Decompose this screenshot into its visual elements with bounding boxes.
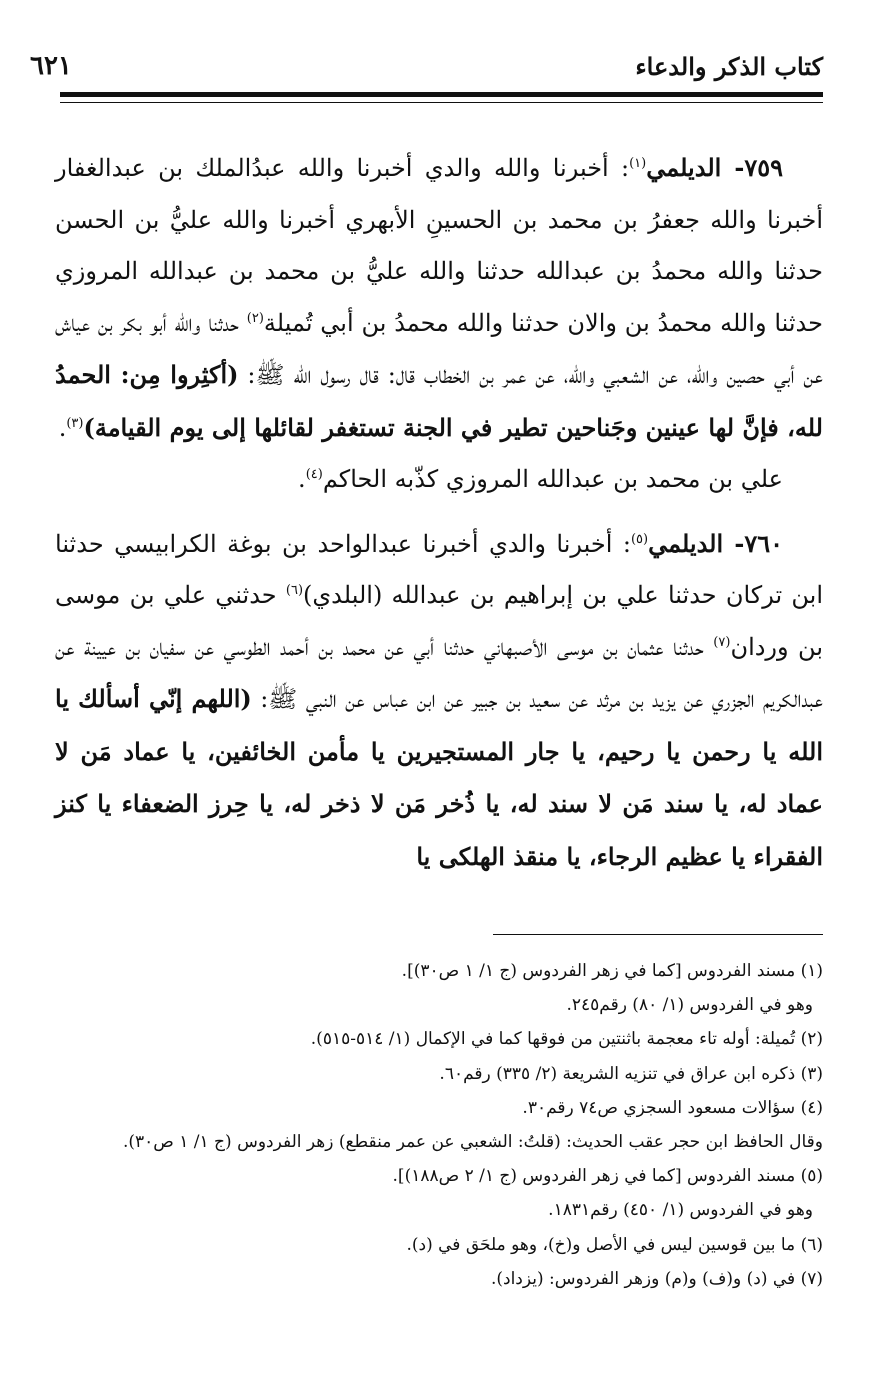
footnote-item: (٥) مسند الفردوس [كما في زهر الفردوس (ج ١/ ٢ ص١٨٨)]. <box>392 1166 823 1187</box>
hadith-759 <box>55 142 823 454</box>
isnad-text: حدثنا والله أبو بكر بن عياش عن أبي حصين والله، عن الشعبي والله، عن عمر بن الخطاب قال: قال رسول الله ﷺ: <box>55 308 823 389</box>
footnote-item: (١) مسند الفردوس [كما في زهر الفردوس (ج ١/ ١ ص٣٠)]. <box>401 961 823 981</box>
footnote-item: وهو في الفردوس (١/ ٨٠) رقم٢٤٥. <box>566 995 813 1016</box>
isnad-text: : أخبرنا والله والدي أخبرنا والله عبدُالملك بن عبدالغفار أخبرنا والله جعفرُ بن محمد بن الحسينِ الأبهري أخبرنا والله عليُّ بن الحسن حدثنا والله محمدُ بن عبدالله حدثنا والله عليُّ بن محمد بن عبدالله المروزي حدثنا والله محمدُ بن والان حدثنا والله محمدُ بن أبي تُميلة <box>55 154 823 337</box>
running-header <box>30 46 823 86</box>
footnote-marker: (٦) <box>285 583 304 598</box>
footnote-marker: (١) <box>629 156 647 171</box>
hadith-759-note <box>55 454 823 506</box>
footnote-item: (٦) ما بين قوسين ليس في الأصل و(خ)، وهو ملحَق في (د). <box>406 1234 823 1255</box>
header-rule-thick <box>60 92 823 97</box>
footnote-marker: (٢) <box>246 310 264 326</box>
footnotes <box>55 954 823 1296</box>
running-title: كتاب الذكر والدعاء <box>635 51 823 81</box>
hadith-source: الديلمي <box>646 153 722 182</box>
footnote-item: (٤) سؤالات مسعود السجزي ص٧٤ رقم٣٠. <box>522 1097 823 1118</box>
isnad-text: حدثنا عثمان بن موسى الأصبهاني حدثنا أبي عن محمد بن أحمد الطوسي عن سفيان بن عيينة عن عبدالكريم الجزري عن يزيد بن مرثد عن سعيد بن جبير عن ابن عباس عن النبي ﷺ: <box>55 632 823 713</box>
hadith-matn: (اللهم إنّي أسألك يا الله يا رحمن يا رحيم، يا جار المستجيرين يا مأمن الخائفين، يا عماد مَن لا عماد له، يا سند مَن لا سند له، يا ذُخر مَن لا ذخر له، يا حِرز الضعفاء يا كنز الفقراء يا عظيم الرجاء، يا منقذ الهلكى يا <box>55 684 823 871</box>
footnote-item: (٣) ذكره ابن عراق في تنزيه الشريعة (٢/ ٣٣٥) رقم٦٠. <box>439 1063 823 1084</box>
footnote-item: (٢) تُميلة: أوله تاء معجمة باثنتين من فوقها كما في الإكمال (١/ ٥١٤-٥١٥). <box>310 1029 823 1050</box>
hadith-number: ٧٥٩- <box>721 153 783 182</box>
footnote-item: (٧) في (د) و(ف) و(م) وزهر الفردوس: (يزداد). <box>490 1268 823 1289</box>
page-number: ٦٢١ <box>30 51 72 81</box>
period: . <box>58 413 67 442</box>
hadith-matn: (أكثِروا مِن: الحمدُ لله، فإنَّ لها عينين وجَناحين تطير في الجنة تستغفر لقائلها إلى يوم القيامة) <box>55 360 823 442</box>
hadith-number: ٧٦٠- <box>723 528 783 558</box>
isnad-text: حدثني علي بن موسى بن وردان <box>55 581 823 661</box>
isnad-text: : أخبرنا والدي أخبرنا عبدالواحد بن بوغة الكرابيسي حدثنا ابن تركان حدثنا علي بن إبراهيم بن عبدالله (البلدي) <box>55 529 823 609</box>
footnote-separator <box>493 934 823 935</box>
note-text: علي بن محمد بن عبدالله المروزي كذّبه الحاكم <box>322 465 783 493</box>
hadith-source: الديلمي <box>648 528 724 558</box>
hadith-760 <box>55 518 823 884</box>
footnote-marker: (٧) <box>713 634 731 650</box>
footnote-marker: (٣) <box>66 415 84 431</box>
header-rule-thin <box>60 102 823 103</box>
footnote-marker: (٥) <box>630 531 649 547</box>
footnote-marker: (٤) <box>305 467 323 482</box>
footnote-item: وقال الحافظ ابن حجر عقب الحديث: (قلتُ: الشعبي عن عمر منقطع) زهر الفردوس (ج ١/ ١ ص٣٠). <box>122 1132 823 1153</box>
main-text <box>55 142 823 883</box>
period: . <box>298 465 306 493</box>
footnote-item: وهو في الفردوس (١/ ٤٥٠) رقم١٨٣١. <box>548 1200 813 1221</box>
